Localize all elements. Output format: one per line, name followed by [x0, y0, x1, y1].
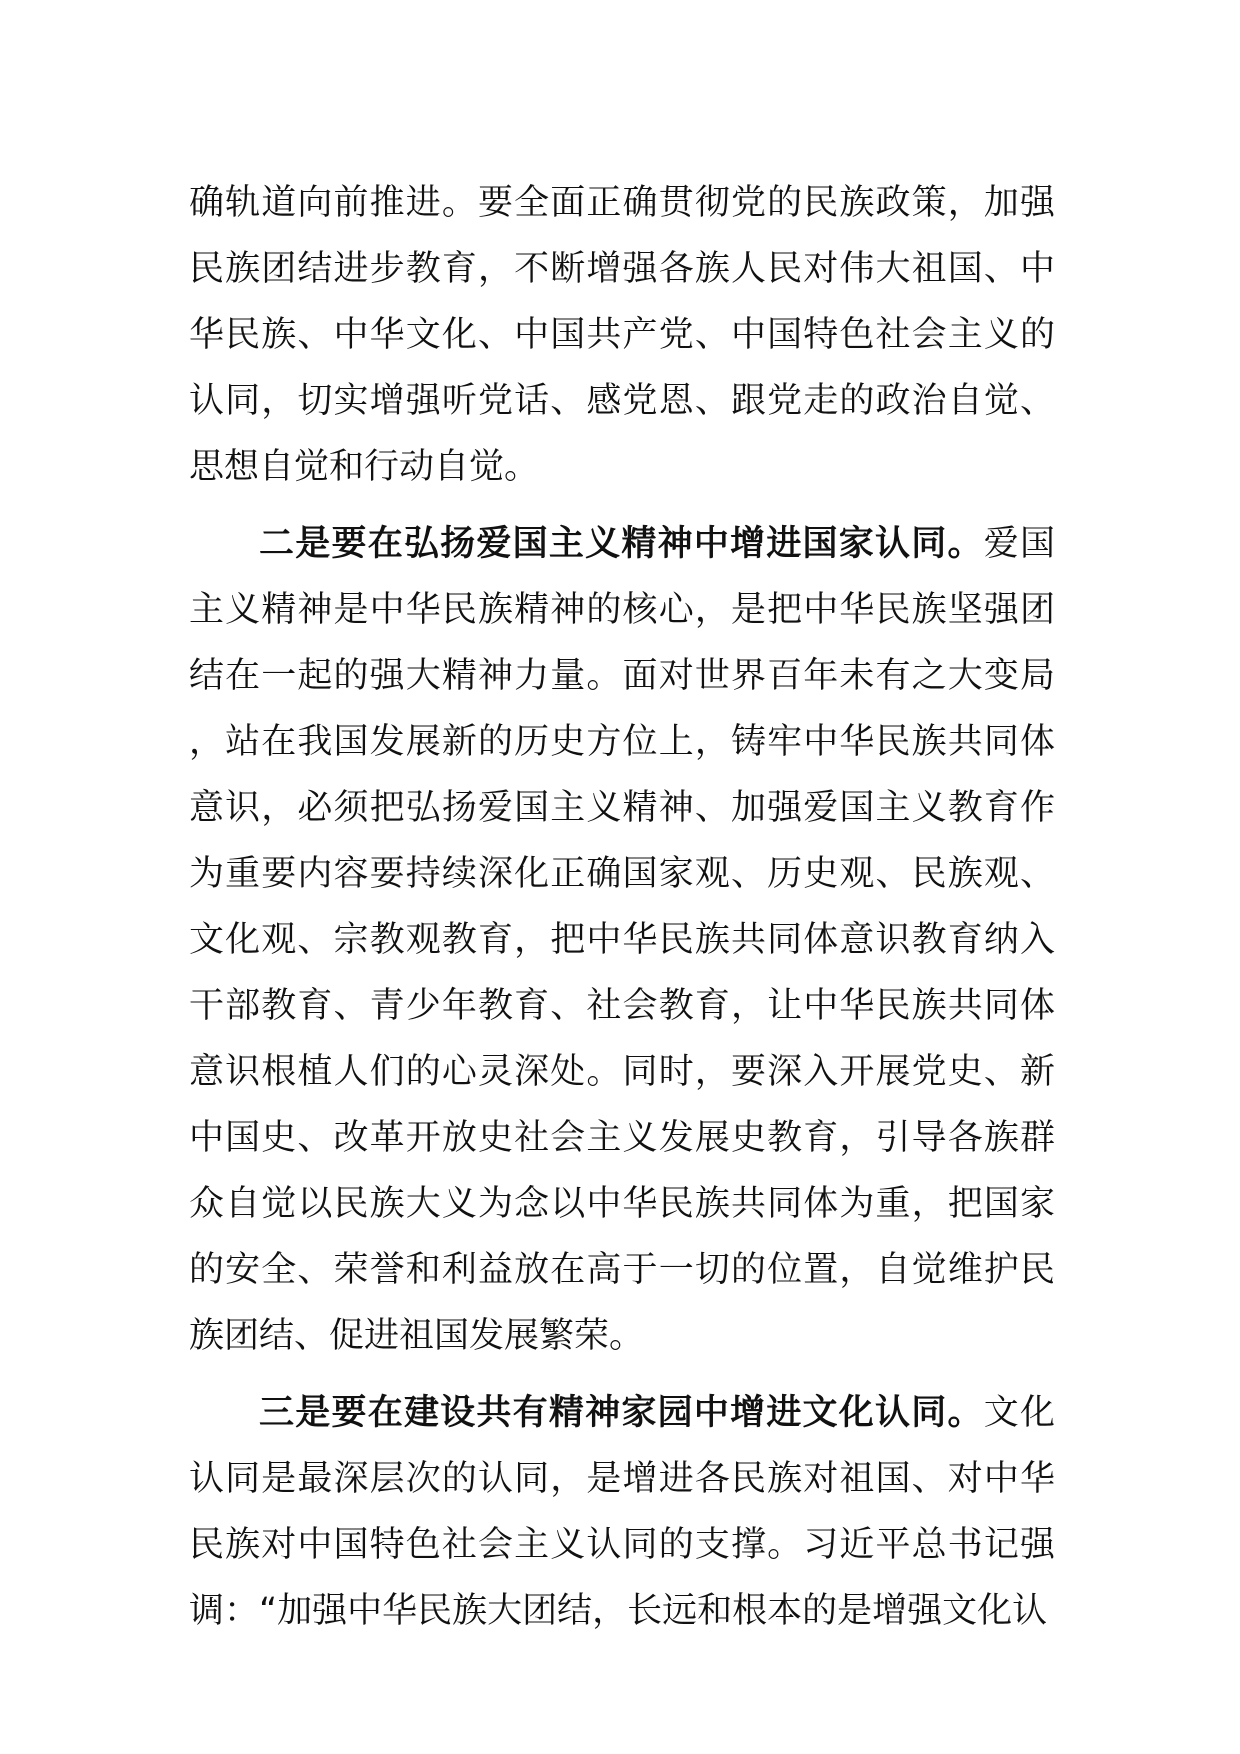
document-page — [189, 170, 1055, 1644]
paragraph-cultural-identity — [189, 1380, 1055, 1644]
paragraph-text: 文化认同是最深层次的认同，是增进各民族对祖国、对中华民族对中国特色社会主义认同的支撑。习近平总书记强调：“加强中华民族大团结，长远和根本的是增强文化认 — [189, 1393, 1055, 1631]
paragraph-text: 确轨道向前推进。要全面正确贯彻党的民族政策，加强民族团结进步教育，不断增强各族人民对伟大祖国、中华民族、中华文化、中国共产党、中国特色社会主义的认同，切实增强听党话、感党恩、跟党走的政治自觉、思想自觉和行动自觉。 — [189, 183, 1055, 487]
paragraph-continuation — [189, 170, 1055, 500]
paragraph-heading: 三是要在建设共有精神家园中增进文化认同。 — [259, 1393, 984, 1433]
paragraph-text: 爱国主义精神是中华民族精神的核心，是把中华民族坚强团结在一起的强大精神力量。面对世界百年未有之大变局，站在我国发展新的历史方位上，铸牢中华民族共同体意识，必须把弘扬爱国主义精神、加强爱国主义教育作为重要内容要持续深化正确国家观、历史观、民族观、文化观、宗教观教育，把中华民族共同体意识教育纳入干部教育、青少年教育、社会教育，让中华民族共同体意识根植人们的心灵深处。同时，要深入开展党史、新中国史、改革开放史社会主义发展史教育，引导各族群众自觉以民族大义为念以中华民族共同体为重，把国家的安全、荣誉和利益放在高于一切的位置，自觉维护民族团结、促进祖国发展繁荣。 — [189, 524, 1055, 1356]
paragraph-national-identity — [189, 511, 1055, 1369]
paragraph-heading: 二是要在弘扬爱国主义精神中增进国家认同。 — [259, 524, 984, 564]
